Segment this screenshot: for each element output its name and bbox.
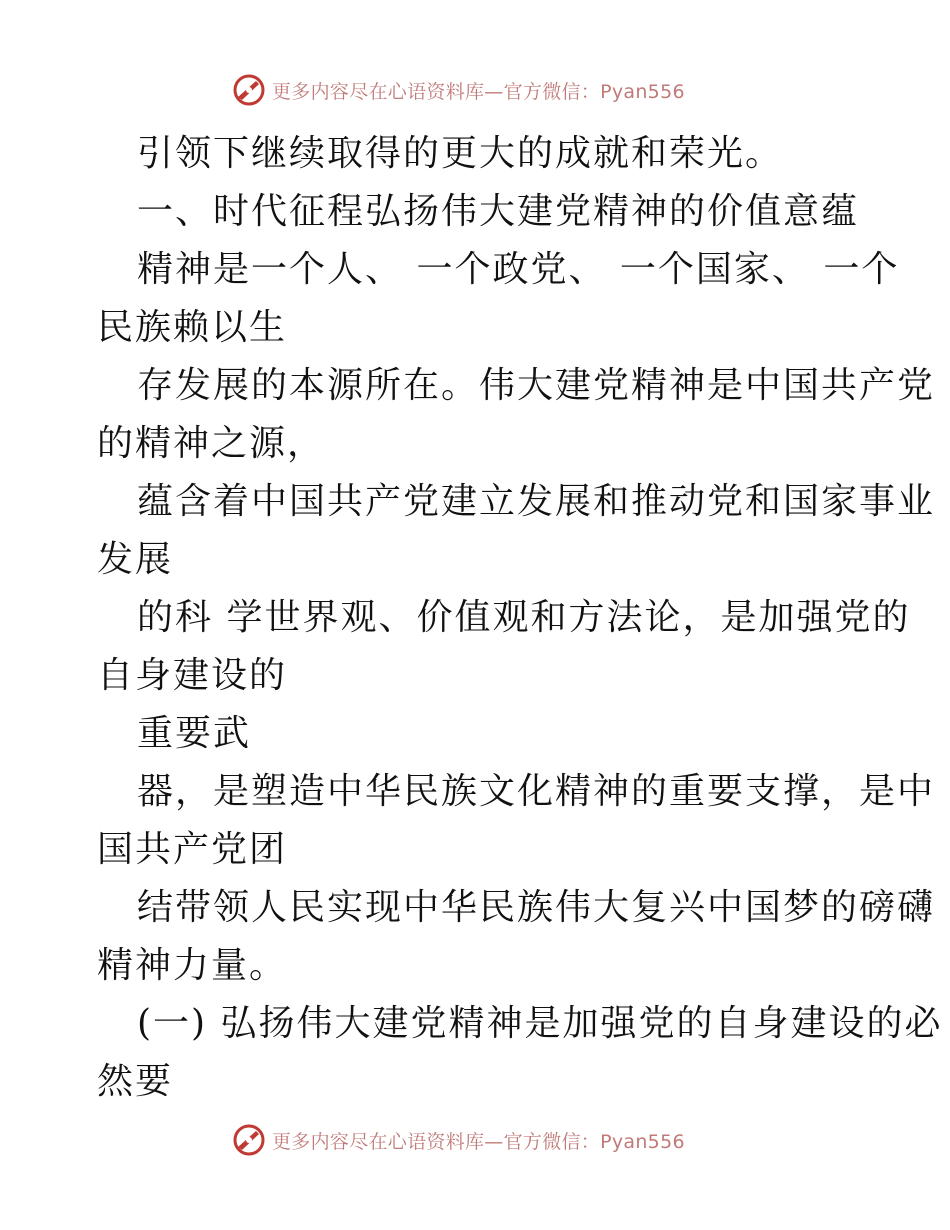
paragraph-line: 的精神之源， [97, 423, 326, 464]
paragraph-line: 精神是一个人、 一个政党、 一个国家、 一个 [137, 249, 900, 290]
paragraph-line: 的科 学世界观、价值观和方法论，是加强党的 [137, 597, 911, 638]
paragraph-line: 然要 [97, 1061, 174, 1102]
paragraph-line: 发展 [97, 539, 174, 580]
paragraph-line: 自身建设的 [97, 655, 288, 696]
paragraph-line: 国共产党团 [97, 829, 288, 870]
footer-watermark [232, 1122, 712, 1158]
paragraph-line: 民族赖以生 [97, 307, 288, 348]
paragraph-line: 蕴含着中国共产党建立发展和推动党和国家事业 [137, 481, 936, 522]
subsection-heading: (一) 弘扬伟大建党精神是加强党的自身建设的必 [137, 1003, 943, 1044]
paragraph-line: 精神力量。 [97, 945, 288, 986]
section-heading: 一、时代征程弘扬伟大建党精神的价值意蕴 [137, 191, 860, 232]
document-body [97, 125, 943, 1111]
pen-circle-logo [232, 73, 266, 107]
header-watermark [232, 72, 712, 108]
paragraph-line: 引领下继续取得的更大的成就和荣光。 [137, 133, 784, 174]
paragraph-line: 重要武 [137, 713, 252, 754]
paragraph-line: 存发展的本源所在。伟大建党精神是中国共产党 [137, 365, 936, 406]
paragraph-line: 结带领人民实现中华民族伟大复兴中国梦的磅礴 [137, 887, 936, 928]
watermark-text: 更多内容尽在心语资料库—官方微信：Pyan556 [272, 1130, 685, 1153]
pen-circle-logo [232, 1123, 266, 1157]
watermark-text: 更多内容尽在心语资料库—官方微信：Pyan556 [272, 80, 685, 103]
paragraph-line: 器，是塑造中华民族文化精神的重要支撑，是中 [137, 771, 936, 812]
